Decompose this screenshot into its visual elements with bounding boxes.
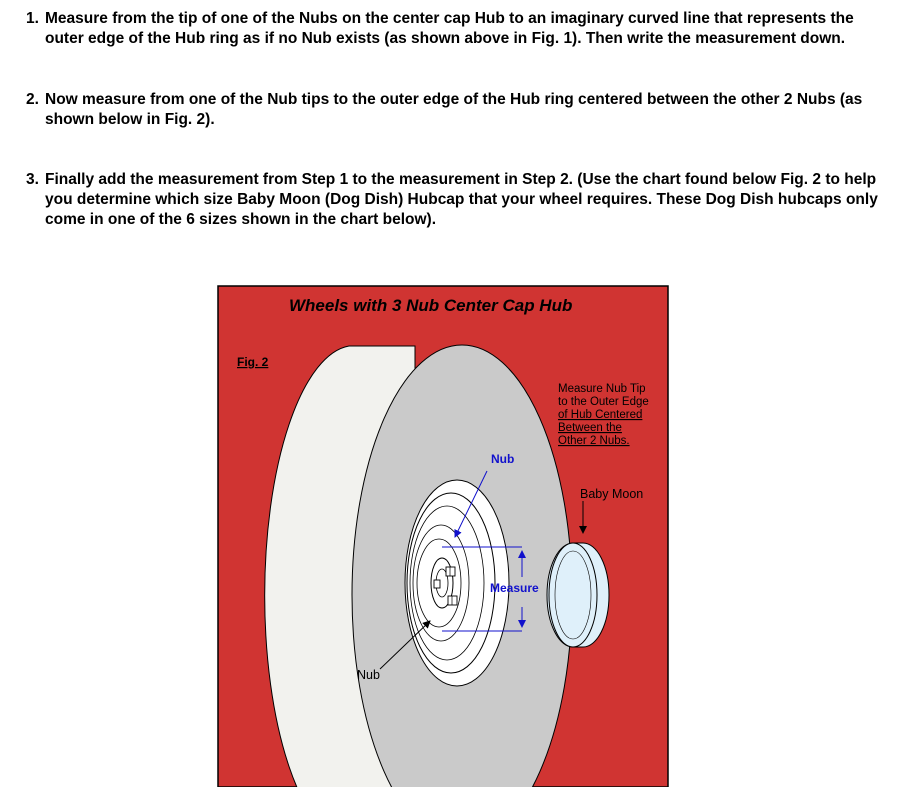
nub xyxy=(446,567,455,576)
nub-label-bottom: Nub xyxy=(357,668,380,682)
step-text: Measure from the tip of one of the Nubs on the center cap Hub to an imaginary curved line that represents the outer edge of the Hub ring as if no Nub exists (as shown above in Fig. 1). Then write the measurement down. xyxy=(45,10,854,47)
instruction-step-1 xyxy=(26,9,892,49)
instruction-step-3 xyxy=(26,170,892,230)
figure-title: Wheels with 3 Nub Center Cap Hub xyxy=(289,296,573,315)
wheel-illustration xyxy=(217,285,669,787)
step-number: 1. xyxy=(26,10,39,27)
figure-label: Fig. 2 xyxy=(237,355,269,369)
nub-label-top: Nub xyxy=(491,452,515,466)
baby-moon-label: Baby Moon xyxy=(580,487,644,501)
wheel-figure xyxy=(217,285,669,787)
baby-moon-hubcap xyxy=(547,543,609,647)
measure-note: Measure Nub Tip to the Outer Edge of Hub Centered Between the Other 2 Nubs. xyxy=(558,383,649,447)
step-number: 3. xyxy=(26,171,39,188)
step-number: 2. xyxy=(26,91,39,108)
instruction-step-2 xyxy=(26,90,892,130)
step-text: Now measure from one of the Nub tips to the outer edge of the Hub ring centered between the other 2 Nubs (as shown below in Fig. 2). xyxy=(45,91,863,128)
measure-label: Measure xyxy=(490,581,539,595)
nub xyxy=(448,596,457,605)
nub xyxy=(434,580,440,588)
step-text: Finally add the measurement from Step 1 to the measurement in Step 2. (Use the chart found below Fig. 2 to help you determine which size Baby Moon (Dog Dish) Hubcap that your wheel requires. These Dog Dish hubcaps only come in one of the 6 sizes shown in the chart below). xyxy=(45,171,878,228)
